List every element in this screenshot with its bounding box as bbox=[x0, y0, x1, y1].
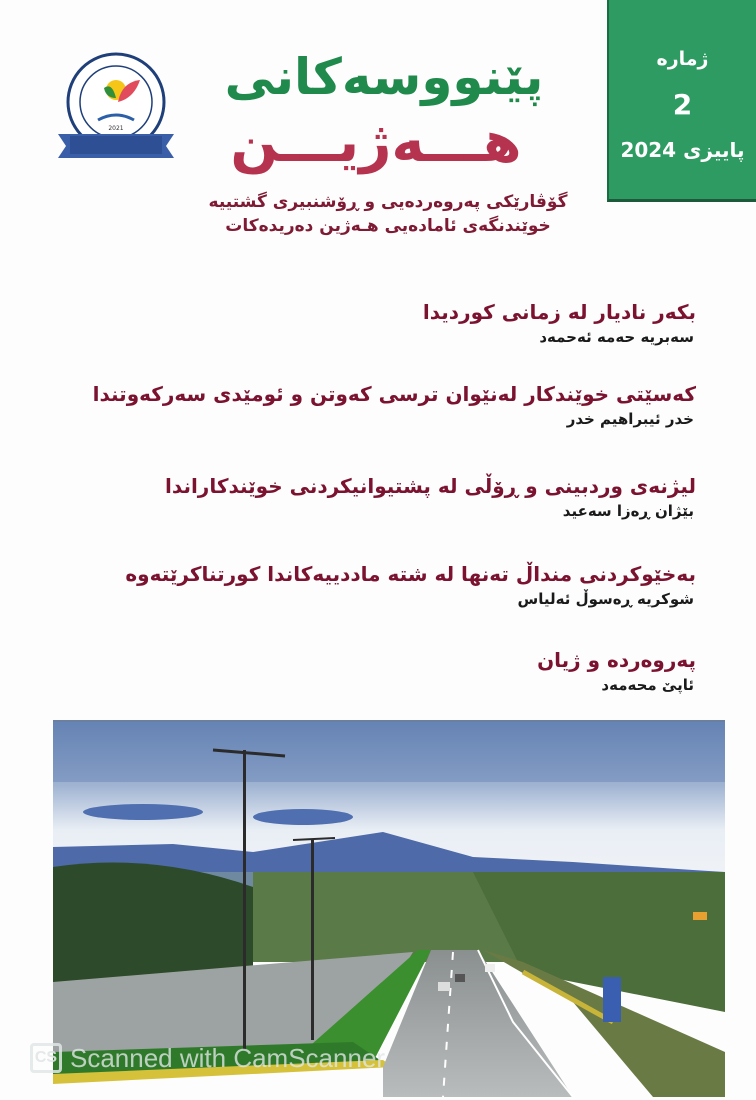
article-title: بەخێوکردنی منداڵ تەنها لە شتە ماددییەکاندا کورتناکرێتەوە bbox=[125, 562, 696, 586]
svg-text:2021: 2021 bbox=[108, 125, 124, 132]
article-entry bbox=[125, 560, 696, 610]
article-author: شوکریە ڕەسوڵ ئەلیاس bbox=[517, 590, 694, 608]
issue-label: ژمارە bbox=[656, 48, 709, 70]
watermark-text: Scanned with CamScanner bbox=[70, 1042, 386, 1073]
article-author: ئاپێ محەمەد bbox=[601, 676, 694, 694]
article-title: پەروەردە و ژیان bbox=[537, 648, 696, 672]
article-entry bbox=[165, 472, 696, 522]
subtitle-line1: گۆڤارێکی پەروەردەیی و ڕۆشنبیری گشتییە bbox=[208, 192, 568, 212]
article-entry bbox=[537, 646, 696, 696]
subtitle-line2: خوێندنگەی ئامادەیی هـەژین دەریدەکات bbox=[225, 216, 551, 236]
school-emblem-icon bbox=[54, 50, 178, 168]
issue-year: 2024 bbox=[620, 138, 677, 162]
article-author: خدر ئیبراهیم خدر bbox=[566, 410, 694, 428]
article-title: کەسێتی خوێندکار لەنێوان ترسی کەوتن و ئومێدی سەرکەوتندا bbox=[92, 382, 696, 406]
camscanner-icon: CS bbox=[30, 1043, 62, 1073]
magazine-subtitle bbox=[178, 190, 598, 238]
school-logo bbox=[54, 50, 178, 168]
article-author: بێژان ڕەزا سەعید bbox=[562, 502, 694, 520]
article-entry bbox=[423, 298, 696, 348]
article-title: لیژنەی وردبینی و ڕۆڵی لە پشتیوانیکردنی خوێندکاراندا bbox=[165, 474, 696, 498]
camscanner-watermark bbox=[30, 1040, 385, 1076]
article-entry bbox=[93, 380, 696, 430]
article-title: بکەر نادیار لە زمانی کوردیدا bbox=[422, 300, 696, 324]
issue-number: 2 bbox=[672, 88, 693, 121]
magazine-title-line1: پێنووسەکانی bbox=[224, 48, 544, 106]
magazine-title-line2: هـــەژیـــن bbox=[230, 110, 522, 175]
issue-box bbox=[607, 0, 756, 202]
issue-season-year bbox=[609, 138, 756, 162]
issue-season: پاییزی bbox=[683, 138, 745, 162]
article-author: سەبریە حەمە ئەحمەد bbox=[539, 328, 694, 346]
